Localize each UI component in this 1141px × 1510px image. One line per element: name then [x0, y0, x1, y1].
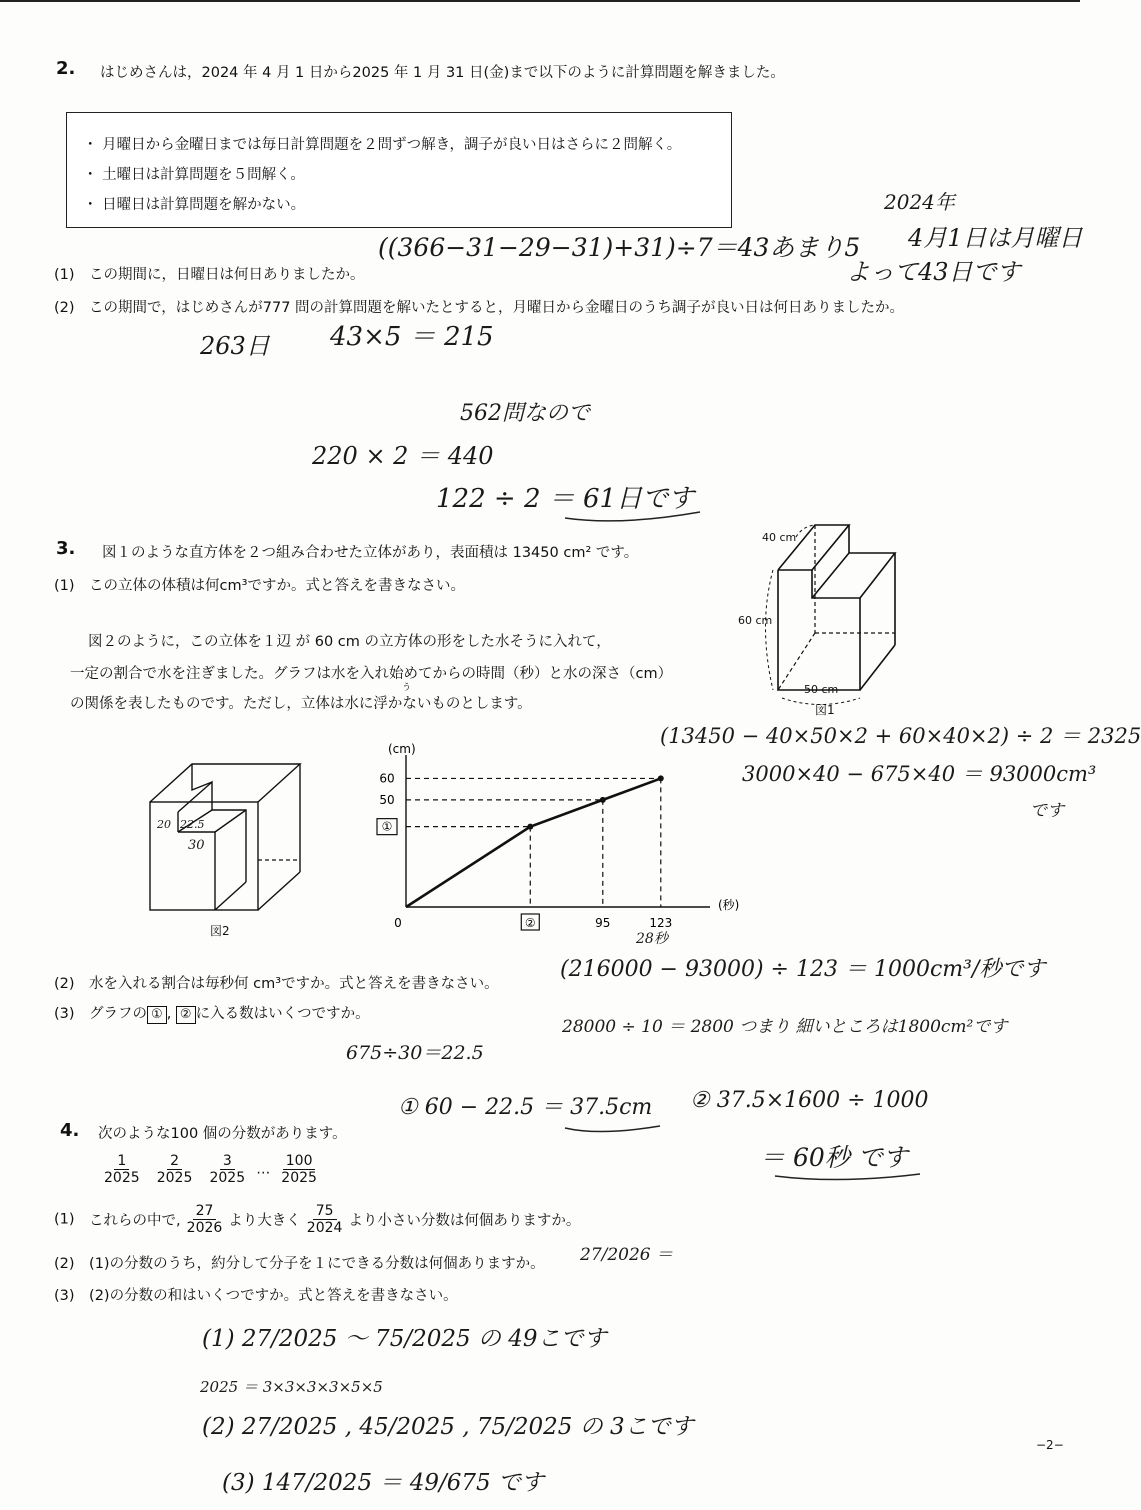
figure-2 — [140, 752, 315, 922]
fig1-caption: 図1 — [815, 703, 835, 717]
box-2: ② — [176, 1006, 196, 1024]
hw-675-div-30: 675÷30＝22.5 — [346, 1042, 484, 1064]
top-border — [0, 0, 1080, 2]
hw-263days: 263日 — [200, 332, 270, 360]
data-point-3 — [658, 775, 664, 781]
q2-rules-box — [66, 112, 732, 228]
hw-underline-61 — [560, 500, 710, 530]
q2-sub1: (1) この期間に，日曜日は何日ありましたか。 — [54, 267, 365, 283]
q4-fraction-list — [98, 1153, 323, 1186]
fraction-1: $\frac{1}{2025}$ — [104, 1153, 140, 1186]
x-tick-label-2: 95 — [595, 916, 611, 930]
page-number: −2− — [1036, 1438, 1064, 1452]
fig2-note-30: 30 — [188, 838, 205, 853]
y-tick-label-2: 60 — [379, 771, 395, 786]
q2-rule-3: ・ 日曜日は計算問題を解かない。 — [83, 197, 306, 213]
fig1-dim-top: 40 cm — [762, 531, 797, 544]
fig2-note-22-5: 22.5 — [180, 818, 205, 831]
hw-apr1-monday: 4月1日は月曜日 — [908, 224, 1083, 252]
hw-factorization: 2025 ＝ 3×3×3×3×5×5 — [200, 1378, 383, 1396]
q3-sub2: (2) 水を入れる割合は毎秒何 cm³ですか。式と答えを書きなさい。 — [54, 976, 499, 992]
depth-time-graph — [370, 735, 750, 935]
hw-sunday-answer: よって43日です — [846, 258, 1021, 286]
fig2-caption: 図2 — [210, 924, 230, 938]
hw-answer-2-calc: ② 37.5×1600 ÷ 1000 — [690, 1088, 929, 1113]
q2-rule-2: ・ 土曜日は計算問題を５問解く。 — [83, 167, 305, 183]
hw-q4-answer-2: (2) 27/2025 , 45/2025 , 75/2025 の 3こです — [202, 1414, 694, 1440]
q2-number: 2. — [56, 58, 76, 79]
hw-562: 562問なので — [460, 401, 590, 426]
q3-number: 3. — [56, 538, 76, 559]
q3-para-3: の関係を表したものです。ただし，立体は水に浮かないものとします。 — [70, 696, 532, 712]
hw-underline-60 — [770, 1168, 930, 1188]
fig1-dim-bottom: 50 cm — [804, 683, 839, 696]
fraction-2: $\frac{2}{2025}$ — [156, 1153, 193, 1186]
x-tick-label-0: 0 — [394, 916, 402, 930]
hw-43x5: 43×5 ＝ 215 — [330, 322, 494, 352]
hw-27-2026: 27/2026 ＝ — [580, 1245, 674, 1265]
q4-sub2: (2) (1)の分数のうち，約分して分子を１にできる分数は何個ありますか。 — [54, 1256, 545, 1272]
data-point-1 — [527, 824, 533, 830]
hw-desu-1: です — [1030, 801, 1064, 821]
fig1-dim-left: 60 cm — [738, 614, 773, 627]
x-axis-label: (秒) — [718, 898, 740, 912]
q3-para-1: 図２のように，この立体を１辺 が 60 cm の立方体の形をした水そうに入れて， — [88, 634, 611, 650]
hw-surface-calc: (13450 − 40×50×2 + 60×40×2) ÷ 2 ＝ 2325 — [660, 724, 1141, 748]
box-1: ① — [147, 1006, 167, 1024]
hw-answer-1: ① 60 − 22.5 ＝ 37.5cm — [398, 1095, 653, 1120]
hw-volume-calc: 3000×40 − 675×40 ＝ 93000cm³ — [742, 762, 1097, 786]
y-tick-label-0: ① — [381, 819, 393, 834]
series-line — [406, 778, 661, 907]
q4-number: 4. — [60, 1120, 80, 1141]
ruby-u: う — [402, 683, 412, 693]
q4-text: 次のような100 個の分数があります。 — [98, 1126, 347, 1142]
hw-sunday-calc: ((366−31−29−31)+31)÷7＝43あまり5 — [378, 233, 861, 262]
data-point-2 — [600, 797, 606, 803]
hw-28sec: 28秒 — [636, 931, 668, 947]
fraction-27-2026: $\frac{27}{2026}$ — [186, 1203, 223, 1236]
y-axis-label: (cm) — [388, 742, 416, 756]
hw-220x2: 220 × 2 ＝ 440 — [312, 442, 494, 470]
hw-rate-calc: (216000 − 93000) ÷ 123 ＝ 1000cm³/秒です — [560, 957, 1046, 982]
q2-sub2: (2) この期間で，はじめさんが777 問の計算問題を解いたとすると，月曜日から金曜日のうち調子が良い日は何日ありましたか。 — [54, 300, 905, 316]
fig2-note-20: 20 — [157, 818, 171, 831]
hw-q4-answer-3: (3) 147/2025 ＝ 49/675 です — [222, 1470, 544, 1496]
hw-underline-375 — [560, 1118, 680, 1138]
y-tick-label-1: 50 — [379, 792, 395, 807]
q2-text: はじめさんは，2024 年 4 月 1 日から2025 年 1 月 31 日(金)まで以下のように計算問題を解きました。 — [100, 65, 785, 81]
q4-sub3: (3) (2)の分数の和はいくつですか。式と答えを書きなさい。 — [54, 1288, 458, 1304]
q3-para-2: 一定の割合で水を注ぎました。グラフは水を入れ始めてからの時間（秒）と水の深さ（cm） — [70, 666, 673, 682]
hw-year: 2024年 — [884, 190, 955, 214]
q3-text: 図１のような直方体を２つ組み合わせた立体があり，表面積は 13450 cm² です。 — [102, 545, 639, 561]
x-tick-label-1: ② — [524, 916, 536, 930]
hw-q4-answer-1: (1) 27/2025 〜 75/2025 の 49こです — [202, 1326, 607, 1352]
fraction-100: $\frac{100}{2025}$ — [281, 1153, 317, 1186]
hw-answer-2: ＝ 60秒 です — [760, 1143, 908, 1172]
ellipsis: … — [256, 1161, 271, 1178]
fraction-3: $\frac{3}{2025}$ — [209, 1153, 246, 1186]
hw-area-calc: 28000 ÷ 10 ＝ 2800 つまり 細いところは1800cm²です — [562, 1017, 1008, 1037]
hw-61days: 122 ÷ 2 ＝ 61日です — [436, 484, 695, 514]
q3-sub3: (3) グラフの ① , ② に入る数はいくつですか。 — [54, 1006, 370, 1022]
q3-sub1: (1) この立体の体積は何cm³ですか。式と答えを書きなさい。 — [54, 578, 465, 594]
q4-sub1: (1) これらの中で, $\frac{27}{2026}$ より大きく $\frac{75}{2024}$ より小さい分数は何個ありますか。 — [54, 1203, 581, 1236]
fraction-75-2024: $\frac{75}{2024}$ — [306, 1203, 343, 1236]
x-tick-label-3: 123 — [649, 916, 673, 930]
q2-rule-1: ・ 月曜日から金曜日までは毎日計算問題を２問ずつ解き，調子が良い日はさらに２問解く。 — [83, 137, 682, 153]
